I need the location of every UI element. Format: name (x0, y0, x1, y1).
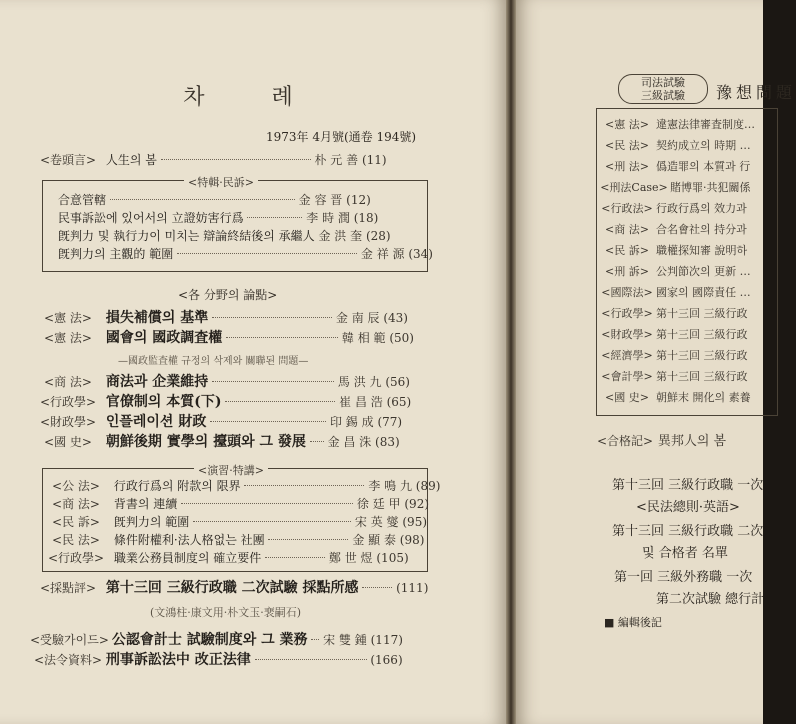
list-item[interactable]: <刑 訴> 公判節次의 更新 … (605, 265, 751, 278)
list-item[interactable]: <行政學> 第十三回 三級行政 (601, 307, 748, 320)
section-special-label: <特輯·民訴> (184, 174, 258, 190)
list-item[interactable]: <民 訴> 旣判力의 範圍 宋 英 燮 (95) (52, 515, 428, 529)
list-item[interactable]: <憲 法> 國會의 國政調査權 韓 相 範 (50) (44, 330, 414, 346)
list-item[interactable]: 第十三回 三級行政職 一次 (612, 478, 764, 493)
list-item[interactable]: <商 法> 商法과 企業維持 馬 洪 九 (56) (44, 374, 410, 390)
list-item[interactable]: <經濟學> 第十三回 三級行政 (601, 349, 748, 362)
list-item[interactable]: <合格記> 異邦人의 봄 (596, 434, 727, 449)
list-item[interactable]: 民事訴訟에 있어서의 立證妨害行爲 李 時 潤 (18) (58, 211, 379, 225)
list-item[interactable]: <行政法> 行政行爲의 效力과 (601, 202, 747, 215)
list-item[interactable]: <受驗가이드> 公認會計士 試驗制度와 그 業務 宋 雙 鍾 (117) (30, 632, 403, 648)
toc-author: 朴 元 善 (314, 153, 359, 167)
list-item[interactable]: 第二次試驗 總行計 (656, 592, 765, 607)
toc-subtitle: —國政監査權 규정의 삭제와 關聯된 問題— (118, 356, 309, 367)
list-item[interactable]: <商 法> 合名會社의 持分과 (605, 223, 747, 236)
list-item[interactable]: <公 法> 行政行爲의 附款의 限界 李 鳴 九 (89) (52, 479, 441, 493)
list-item[interactable]: <採點評> 第十三回 三級行政職 二次試驗 採點所感 (111) (39, 580, 429, 596)
list-item[interactable]: <國際法> 國家의 國際責任 … (601, 286, 751, 299)
toc-category: <卷頭言> (39, 153, 97, 167)
review-authors: (文鴻柱·康文用·朴文玉·裵嗣石) (150, 606, 302, 619)
list-item[interactable]: <民 法> 契約成立의 時期 … (605, 139, 751, 152)
list-item[interactable]: 合意管轄 金 容 晋 (12) (58, 193, 371, 207)
list-item[interactable]: ■ 編輯後記 (604, 616, 662, 629)
list-item[interactable]: <財政學> 인플레이션 財政 印 錫 成 (77) (39, 414, 403, 430)
book-gutter (506, 0, 516, 724)
list-item[interactable]: <財政學> 第十三回 三級行政 (601, 328, 748, 341)
list-item[interactable]: <刑法Case> 賭博罪·共犯關係 (600, 181, 751, 194)
list-item[interactable]: 및 合格者 名單 (642, 546, 728, 561)
square-bullet-icon: ■ (604, 616, 618, 629)
list-item[interactable]: 第一回 三級外務職 一次 (614, 570, 753, 585)
right-page-title: 豫想問題 (716, 83, 796, 102)
toc-title: 人生의 봄 (105, 153, 157, 167)
toc-page: (11) (361, 153, 387, 167)
list-item[interactable]: 第十三回 三級行政職 二次 (612, 524, 764, 539)
list-item[interactable]: <國 史> 朝鮮後期 實學의 擡頭와 그 發展 金 昌 洙 (83) (44, 434, 400, 450)
list-item[interactable]: <行政學> 官僚制의 本質(下) 崔 昌 浩 (65) (39, 394, 412, 410)
section-fields-label: <各 分野의 論點> (178, 288, 278, 302)
list-item[interactable]: 旣判力 및 執行力이 미치는 辯論終結後의 承繼人 金 洪 奎 (28) (58, 229, 391, 243)
exam-badge: 司法試驗 三級試驗 (618, 74, 708, 104)
list-item[interactable]: 旣判力의 主觀的 範圍 金 祥 源 (34) (58, 247, 433, 261)
list-item[interactable]: <民 法> 條件附權利·法人格없는 社團 金 顯 泰 (98) (52, 533, 425, 547)
section-exercise-label: <演習·特講> (194, 462, 268, 478)
list-item[interactable]: <民法總則·英語> (636, 500, 740, 515)
list-item[interactable]: <國 史> 朝鮮末 開化의 素養 (605, 391, 751, 404)
list-item[interactable]: <商 法> 背書의 連續 徐 廷 甲 (92) (52, 497, 430, 511)
list-item[interactable]: <民 訴> 職權探知審 說明하 (605, 244, 748, 257)
toc-row-prefatory[interactable] (34, 152, 387, 168)
list-item[interactable]: <刑 法> 僞造罪의 本質과 行 (605, 160, 751, 173)
list-item[interactable]: <行政學> 職業公務員制度의 確立要件 鄭 世 煜 (105) (47, 551, 409, 565)
list-item[interactable]: <會計學> 第十三回 三級行政 (601, 370, 748, 383)
list-item[interactable]: <法令資料> 刑事訴訟法中 改正法律 (166) (34, 652, 403, 668)
list-item[interactable]: <憲 法> 損失補償의 基準 金 南 辰 (43) (44, 310, 408, 326)
page-title: 차 례 (183, 85, 323, 110)
list-item[interactable]: <憲 法> 違憲法律審査制度… (605, 118, 755, 131)
issue-label: 1973年 4月號(通卷 194號) (266, 130, 417, 144)
